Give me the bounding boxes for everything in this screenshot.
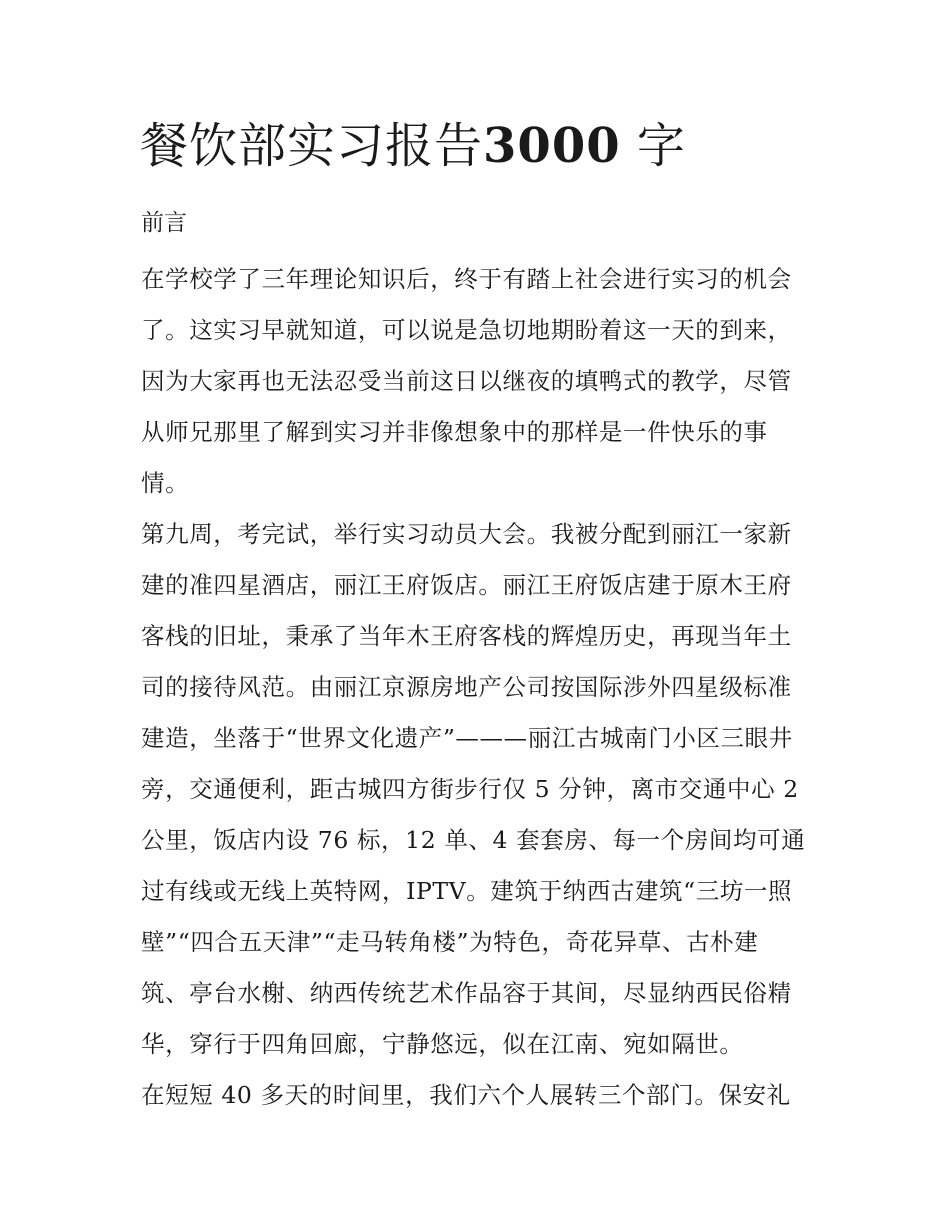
text-line: 壁”“四合五天津”“走马转角楼”为特色，奇花异草、古朴建 (141, 928, 759, 956)
title-number: 3000 (483, 118, 621, 174)
text-line: 公里，饭店内设 76 标，12 单、4 套套房、每一个房间均可通 (141, 826, 806, 854)
text-line: 华，穿行于四角回廊，宁静悠远，似在江南、宛如隔世。 (141, 1030, 744, 1058)
section-label-preface: 前言 (141, 210, 187, 236)
text-line: 在短短 40 多天的时间里，我们六个人展转三个部门。保安礼 (141, 1081, 791, 1109)
text-line: 客栈的旧址，秉承了当年木王府客栈的辉煌历史，再现当年土 (141, 622, 792, 650)
text-line: 在学校学了三年理论知识后，终于有踏上社会进行实习的机会 (141, 265, 792, 293)
text-line: 过有线或无线上英特网，IPTV。建筑于纳西古建筑“三坊一照 (141, 877, 793, 905)
text-line: 旁，交通便利，距古城四方街步行仅 5 分钟，离市交通中心 2 (141, 775, 799, 803)
text-line: 建的准四星酒店，丽江王府饭店。丽江王府饭店建于原木王府 (141, 571, 792, 599)
text-line: 司的接待风范。由丽江京源房地产公司按国际涉外四星级标准 (141, 673, 792, 701)
text-line: 因为大家再也无法忍受当前这日以继夜的填鸭式的教学，尽管 (141, 367, 792, 395)
text-line: 建造，坐落于“世界文化遗产”———丽江古城南门小区三眼井 (141, 724, 793, 752)
text-line: 从师兄那里了解到实习并非像想象中的那样是一件快乐的事 (141, 418, 768, 446)
document-title (140, 112, 686, 180)
text-line: 情。 (141, 469, 190, 497)
text-line: 筑、亭台水榭、纳西传统艺术作品容于其间，尽显纳西民俗精 (141, 979, 792, 1007)
text-line: 了。这实习早就知道，可以说是急切地期盼着这一天的到来， (141, 316, 792, 344)
title-text: 餐饮部实习报告 (140, 118, 484, 174)
text-line: 第九周，考完试，举行实习动员大会。我被分配到丽江一家新 (141, 520, 792, 548)
body-text (141, 254, 813, 1121)
title-suffix: 字 (636, 118, 686, 174)
